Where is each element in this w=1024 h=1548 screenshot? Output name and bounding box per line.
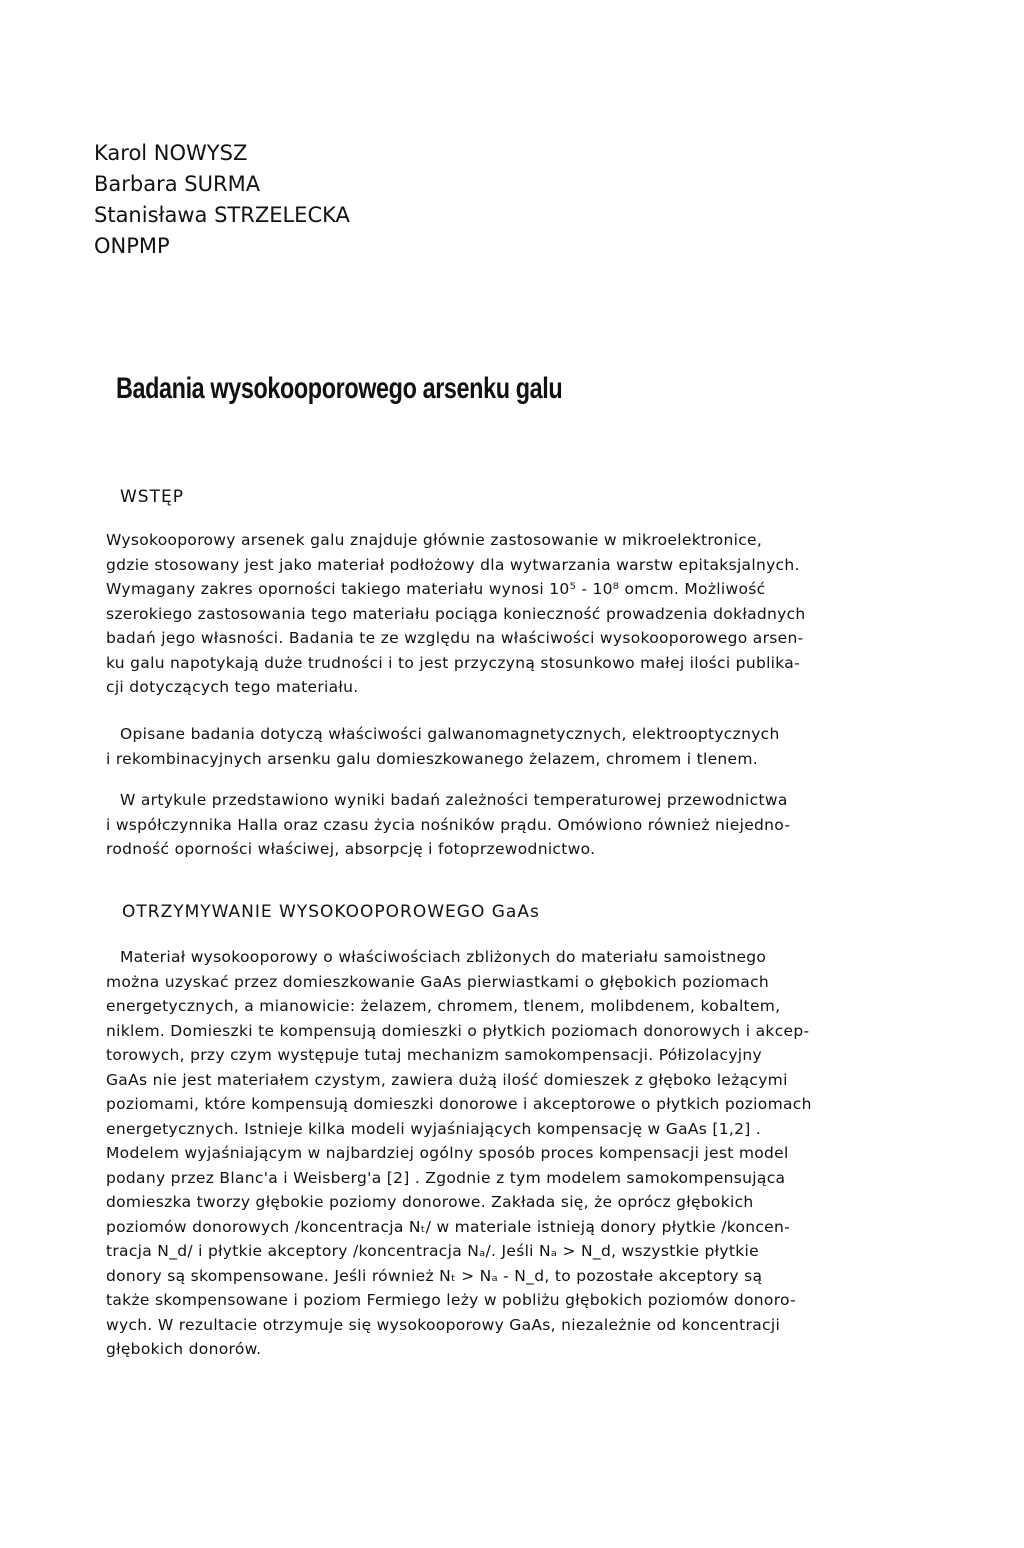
text-line: niklem. Domieszki te kompensują domieszki o płytkich poziomach donorowych i akcep- (106, 1021, 810, 1040)
text-line: głębokich donorów. (106, 1340, 262, 1358)
text-line: Opisane badania dotyczą właściwości galwanomagnetycznych, elektrooptycznych (120, 725, 780, 743)
text-line: energetycznych, a mianowicie: żelazem, chromem, tlenem, molibdenem, kobaltem, (106, 997, 781, 1015)
text-line: domieszka tworzy głębokie poziomy donorowe. Zakłada się, że oprócz głębokich (106, 1193, 754, 1211)
text-line: tracja N_d/ i płytkie akceptory /koncentracja Nₐ/. Jeśli Nₐ > N_d, wszystkie płytkie (106, 1242, 759, 1260)
text-line: wych. W rezultacie otrzymuje się wysokooporowy GaAs, niezależnie od koncentracji (106, 1315, 781, 1334)
paragraph-intro-1 (106, 528, 926, 700)
text-line: rodność oporności właściwej, absorpcję i fotoprzewodnictwo. (106, 840, 596, 858)
section-heading-intro: WSTĘP (120, 487, 184, 507)
author-affiliation: ONPMP (94, 234, 170, 258)
text-line: cji dotyczących tego materiału. (106, 678, 359, 696)
text-line: torowych, przy czym występuje tutaj mechanizm samokompensacji. Półizolacyjny (106, 1046, 763, 1064)
text-line: Wymagany zakres oporności takiego materiału wynosi 10⁵ - 10⁸ omcm. Możliwość (106, 580, 766, 598)
author-name: Karol NOWYSZ (94, 141, 248, 165)
text-line: podany przez Blanc'a i Weisberg'a [2] . Zgodnie z tym modelem samokompensująca (106, 1168, 786, 1187)
text-line: energetycznych. Istnieje kilka modeli wyjaśniających kompensację w GaAs [1,2] . (106, 1119, 762, 1138)
text-line: badań jego własności. Badania te ze względu na właściwości wysokooporowego arsen- (106, 629, 804, 647)
author-block (94, 138, 350, 262)
text-line: także skompensowane i poziom Fermiego leży w pobliżu głębokich poziomów donoro- (106, 1291, 797, 1309)
paragraph-production (106, 945, 926, 1362)
author-name: Barbara SURMA (94, 172, 261, 196)
text-line: i współczynnika Halla oraz czasu życia nośników prądu. Omówiono również niejedno- (106, 815, 791, 834)
text-line: Wysokooporowy arsenek galu znajduje głównie zastosowanie w mikroelektronice, (106, 531, 763, 549)
text-line: W artykule przedstawiono wyniki badań zależności temperaturowej przewodnictwa (120, 791, 788, 809)
article-title: Badania wysokooporowego arsenku galu (116, 372, 563, 405)
paragraph-intro-2 (106, 722, 940, 771)
text-line: Materiał wysokooporowy o właściwościach zbliżonych do materiału samoistnego (120, 948, 767, 966)
text-line: można uzyskać przez domieszkowanie GaAs pierwiastkami o głębokich poziomach (106, 972, 770, 991)
text-line: poziomów donorowych /koncentracja Nₜ/ w materiale istnieją donory płytkie /koncen- (106, 1217, 791, 1236)
section-heading-production: OTRZYMYWANIE WYSOKOOPOROWEGO GaAs (122, 902, 540, 922)
paragraph-intro-3 (106, 788, 940, 862)
text-line: donory są skompensowane. Jeśli również Nₜ > Nₐ - N_d, to pozostałe akceptory są (106, 1266, 763, 1285)
text-line: i rekombinacyjnych arsenku galu domieszkowanego żelazem, chromem i tlenem. (106, 749, 759, 768)
text-line: szerokiego zastosowania tego materiału pociąga konieczność prowadzenia dokładnych (106, 604, 806, 623)
text-line: GaAs nie jest materiałem czystym, zawiera dużą ilość domieszek z głęboko leżącymi (106, 1070, 788, 1089)
text-line: Modelem wyjaśniającym w najbardziej ogólny sposób proces kompensacji jest model (106, 1144, 789, 1162)
text-line: poziomami, które kompensują domieszki donorowe i akceptorowe o płytkich poziomach (106, 1095, 812, 1113)
author-name: Stanisława STRZELECKA (94, 203, 350, 227)
text-line: gdzie stosowany jest jako materiał podłożowy dla wytwarzania warstw epitaksjalnych. (106, 555, 800, 574)
text-line: ku galu napotykają duże trudności i to jest przyczyną stosunkowo małej ilości publika- (106, 653, 800, 672)
